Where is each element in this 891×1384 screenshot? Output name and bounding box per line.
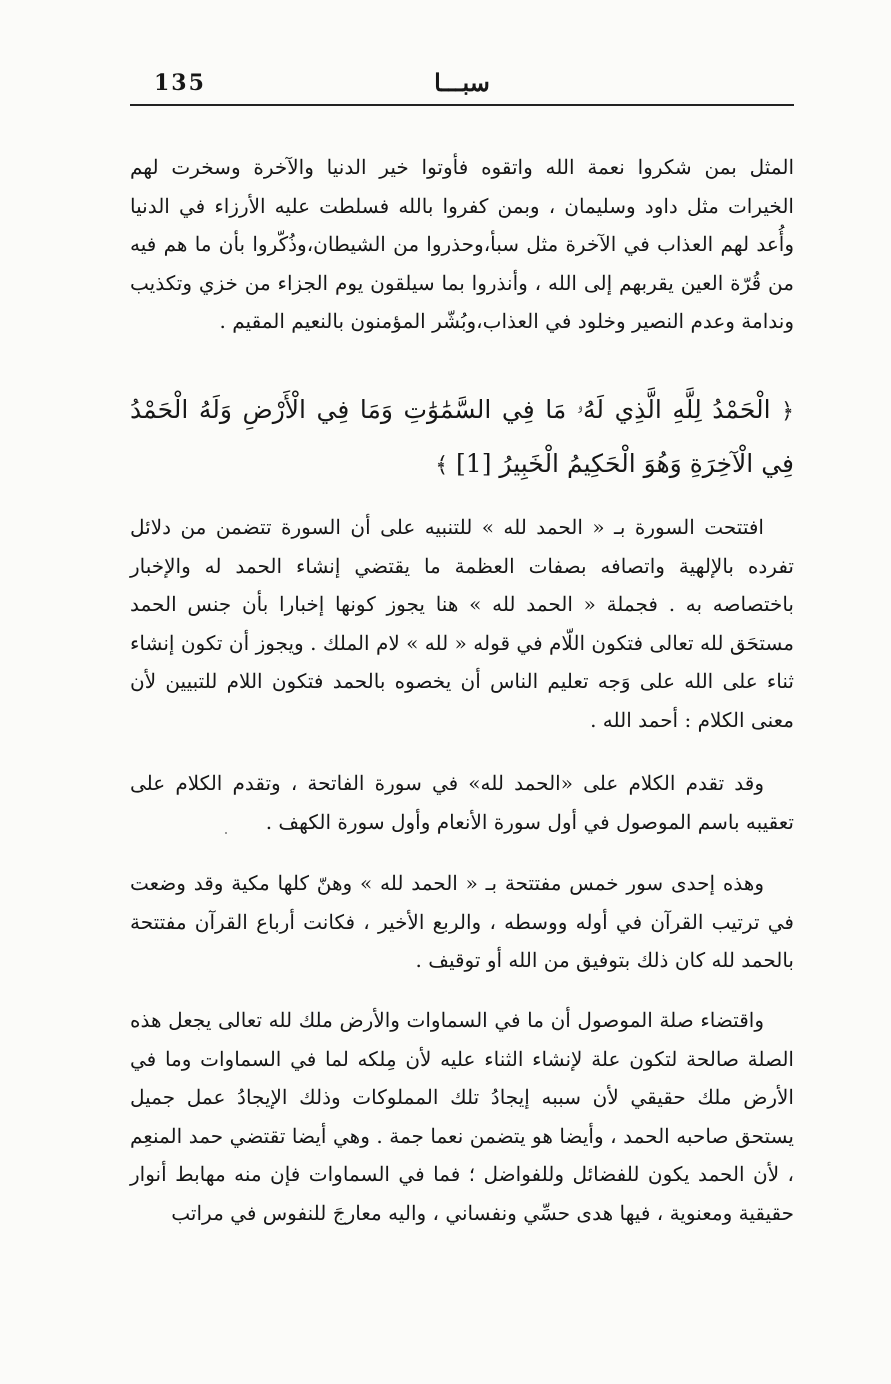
paragraph-relative-clause: واقتضاء صلة الموصول أن ما في السماوات والأرض ملك لله تعالى يجعل هذه الصلة صالحة لتكون علة لإنشاء الثناء عليه لأن مِلكه لما في السماوات وما في الأرض ملك حقيقي لأن سببه إيجادُ تلك المملوكات وذلك الإيجادُ عمل جميل يستحق صاحبه الحمد ، وأيضا هو يتضمن نعما جمة . وهي أيضا تقتضي حمد المنعِم ، لأن الحمد يكون للفضائل وللفواضل ؛ فما في السماوات فإن منه مهابط أنوار حقيقية ومعنوية ، فيها هدى حسِّي ونفساني ، واليه معارجَ للنفوس في مراتب xyxy=(130,1008,794,1225)
paragraph-five-surahs: وهذه إحدى سور خمس مفتتحة بـ « الحمد لله » وهنّ كلها مكية وقد وضعت في ترتيب القرآن في أوله ووسطه ، والربع الأخير ، فكانت أرباع القرآن مفتتحة بالحمد لله كان ذلك بتوفيق من الله أو توقيف . xyxy=(130,871,794,972)
verse-text: الْحَمْدُ لِلَّهِ الَّذِي لَهُۥ مَا فِي السَّمَٰوَٰتِ وَمَا فِي الْأَرْضِ وَلَهُ الْحَمْدُ فِي الْآخِرَةِ وَهُوَ الْحَكِيمُ الْخَبِيرُ xyxy=(130,395,794,478)
page-number: 135 xyxy=(154,70,206,96)
verse-number: [1] xyxy=(456,449,492,478)
verse-close-bracket: ﴾ xyxy=(435,453,449,478)
quran-verse xyxy=(130,384,794,492)
paragraph-earlier-discussion: وقد تقدم الكلام على «الحمد لله» في سورة الفاتحة ، وتقدم الكلام على تعقيبه باسم الموصول في أول سورة الأنعام وأول سورة الكهف . xyxy=(130,771,794,834)
verse-open-bracket: ﴿ xyxy=(781,399,794,424)
scan-speck xyxy=(225,832,227,834)
running-title: سبـــا xyxy=(434,68,490,97)
page-header xyxy=(130,64,794,106)
paragraph-opening: افتتحت السورة بـ « الحمد لله » للتنبيه على أن السورة تتضمن من دلائل تفرده بالإلهية واتصافه بصفات العظمة ما يقتضي إنشاء الحمد له والإخبار باختصاصه به . فجملة « الحمد لله » هنا يجوز كونها إخبارا بأن جنس الحمد مستحَق لله تعالى فتكون اللّام في قوله « لله » لام الملك . ويجوز أن تكون إنشاء ثناء على الله على وَجه تعليم الناس أن يخصوه بالحمد فتكون اللام للتبيين لأن معنى الكلام : أحمد الله . xyxy=(130,515,794,732)
paragraph-intro: المثل بمن شكروا نعمة الله واتقوه فأوتوا خير الدنيا والآخرة وسخرت لهم الخيرات مثل داود وسليمان ، وبمن كفروا بالله فسلطت عليه الأرزاء في الدنيا وأُعد لهم العذاب في الآخرة مثل سبأ،وحذروا من الشيطان،وذُكّروا بأن ما هم فيه من قُرّة العين يقربهم إلى الله ، وأنذروا بما سيلقون يوم الجزاء من خزي وتكذيب وندامة وعدم النصير وخلود في العذاب،وبُشّر المؤمنون بالنعيم المقيم . xyxy=(130,155,794,333)
